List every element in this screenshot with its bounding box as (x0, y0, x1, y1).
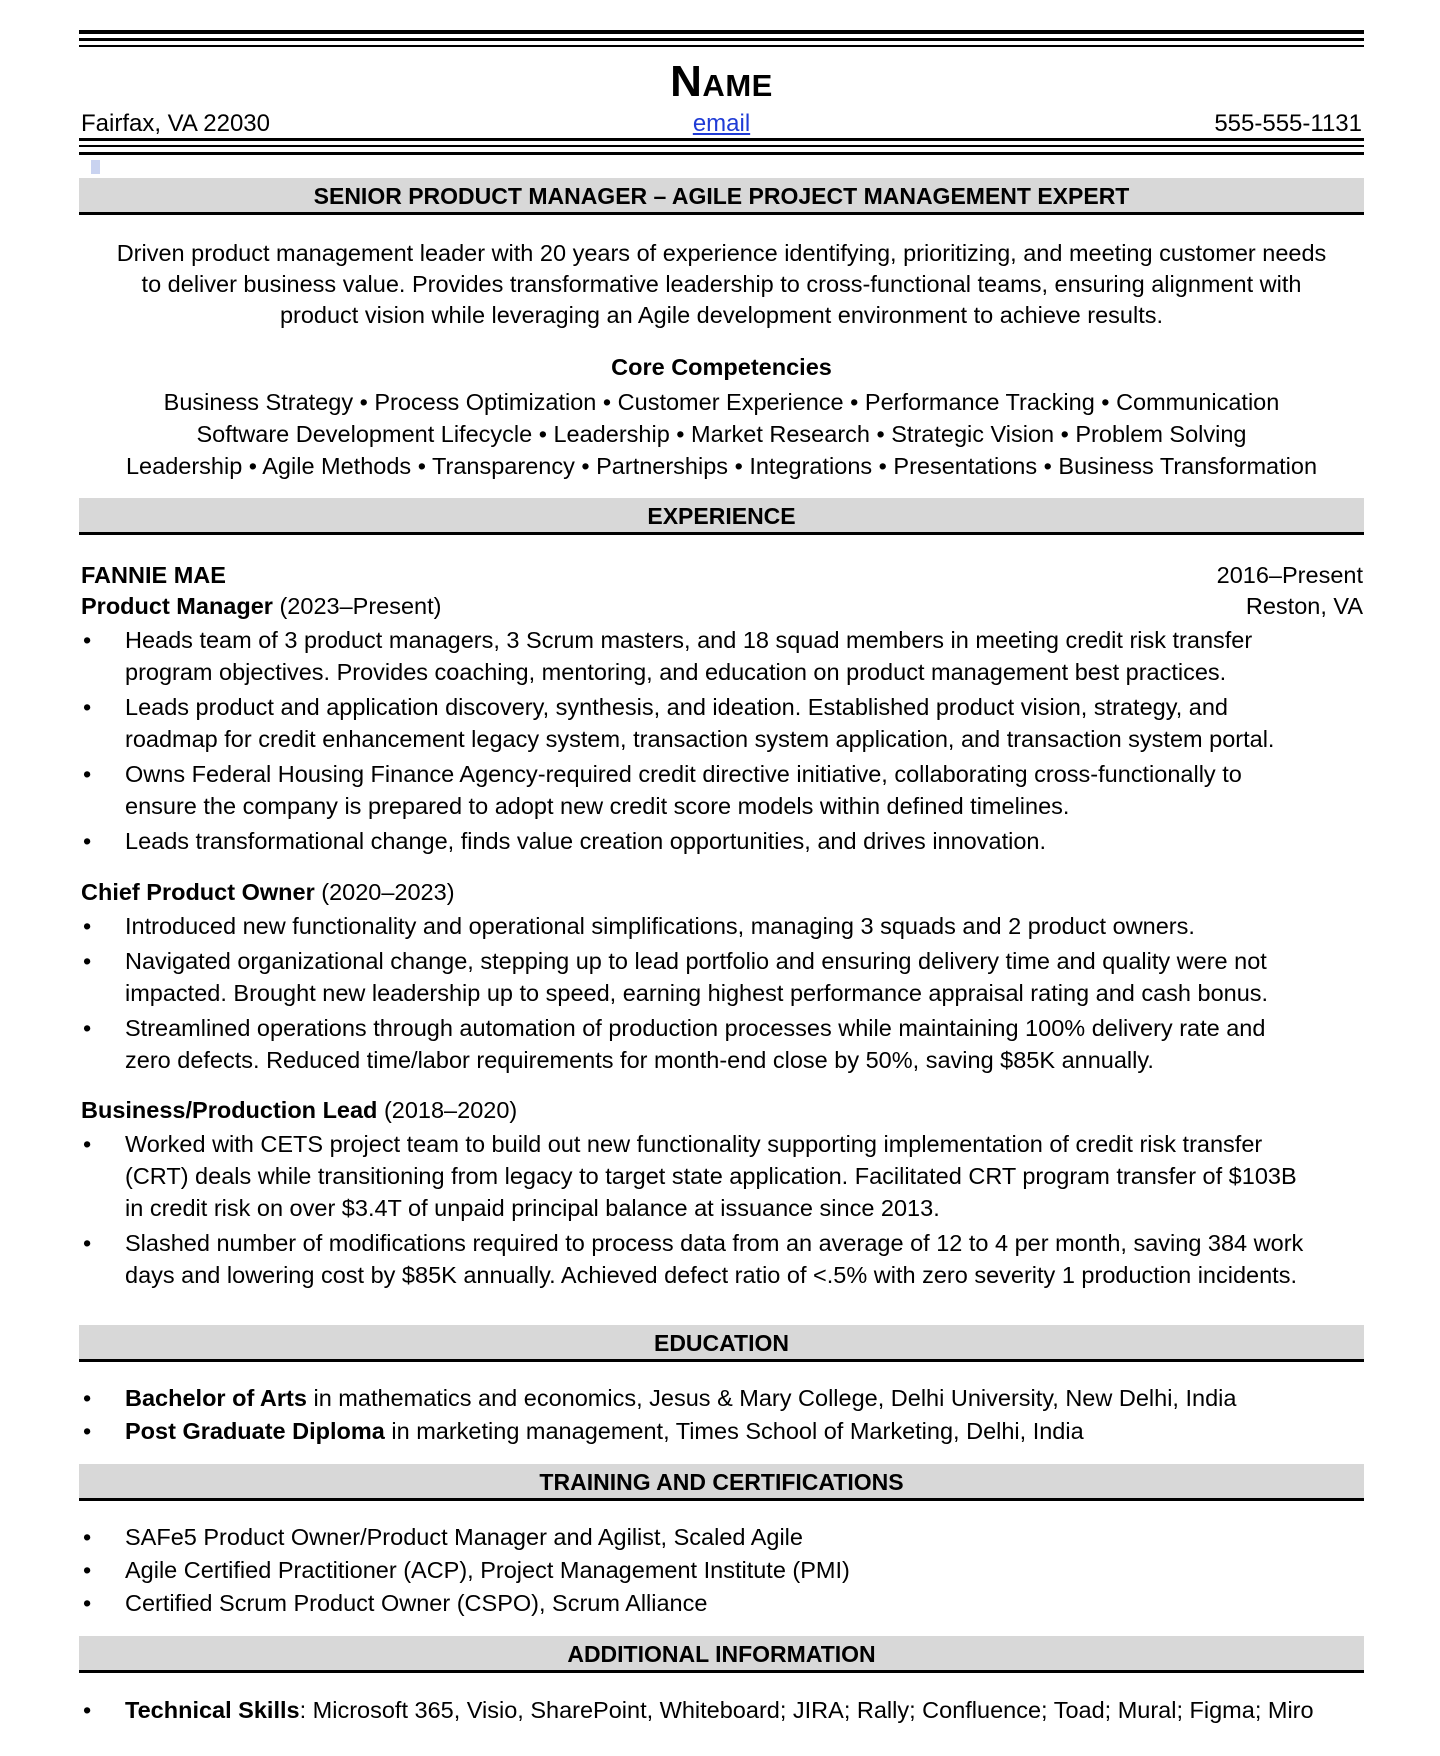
bullet-line: Worked with CETS project team to build out new functionality supporting implementation of credit risk transfer (125, 1131, 1263, 1157)
email-link[interactable]: email (692, 110, 751, 137)
competencies-list (79, 386, 1364, 482)
top-rule (79, 30, 1364, 47)
bullet-line: roadmap for credit enhancement legacy system, transaction system application, and transaction system portal. (125, 726, 1275, 752)
training-list (79, 1521, 1369, 1622)
role-title-line (81, 877, 455, 908)
certification: Agile Certified Practitioner (ACP), Project Management Institute (PMI) (125, 1557, 850, 1583)
bullet-icon: • (83, 1015, 92, 1041)
candidate-name: Name (670, 57, 773, 106)
bullet-icon: • (83, 1385, 92, 1411)
bullet-icon: • (83, 1230, 92, 1256)
bullet-line: Streamlined operations through automation of production processes while maintaining 100% delivery rate and (125, 1015, 1266, 1041)
degree-name: Post Graduate Diploma (125, 1418, 385, 1444)
list-item (79, 1521, 1369, 1553)
list-item (79, 1227, 1369, 1291)
list-item (79, 1128, 1369, 1224)
bullet-line: Owns Federal Housing Finance Agency-required credit directive initiative, collaborating cross-functionally to (125, 761, 1242, 787)
role-bullets (79, 1128, 1369, 1294)
list-item (79, 758, 1369, 822)
bullet-line: Navigated organizational change, stepping up to lead portfolio and ensuring delivery time and quality were not (125, 948, 1267, 974)
role-title-line (81, 591, 441, 622)
bullet-line: Heads team of 3 product managers, 3 Scrum masters, and 18 squad members in meeting credit risk transfer (125, 627, 1253, 653)
headline-band: SENIOR PRODUCT MANAGER – AGILE PROJECT MANAGEMENT EXPERT (79, 178, 1364, 215)
degree-details: in marketing management, Times School of Marketing, Delhi, India (384, 1418, 1084, 1444)
bullet-icon: • (83, 761, 92, 787)
bullet-icon: • (83, 627, 92, 653)
list-item (79, 1554, 1369, 1586)
phone: 555-555-1131 (1214, 110, 1362, 137)
list-item (79, 910, 1369, 942)
header-rule (79, 138, 1364, 155)
bullet-line: zero defects. Reduced time/labor requirements for month-end close by 50%, saving $85K annually. (125, 1047, 1154, 1073)
list-item (79, 691, 1369, 755)
company-location: Reston, VA (1245, 593, 1363, 619)
role-title-line (81, 1095, 517, 1126)
bullet-icon: • (83, 1131, 92, 1157)
bullet-icon: • (83, 1590, 92, 1616)
bullet-line: Slashed number of modifications required to process data from an average of 12 to 4 per month, saving 384 work (125, 1230, 1304, 1256)
bullet-icon: • (83, 1524, 92, 1550)
role-title: Business/Production Lead (81, 1097, 378, 1123)
additional-heading: ADDITIONAL INFORMATION (79, 1636, 1364, 1673)
list-item (79, 825, 1369, 857)
skills-list: : Microsoft 365, Visio, SharePoint, Whiteboard; JIRA; Rally; Confluence; Toad; Mural; Figma; Miro (299, 1697, 1314, 1723)
list-item (79, 1694, 1369, 1726)
competency-line: Business Strategy • Process Optimization • Customer Experience • Performance Tracking • Communication (163, 389, 1280, 415)
degree-name: Bachelor of Arts (125, 1385, 307, 1411)
list-item (79, 624, 1369, 688)
role-bullets (79, 624, 1369, 860)
list-item (79, 945, 1369, 1009)
summary-line: to deliver business value. Provides transformative leadership to cross-functional teams, ensuring alignment with (141, 271, 1302, 297)
list-item (79, 1012, 1369, 1076)
summary (79, 238, 1364, 331)
bullet-line: days and lowering cost by $85K annually. Achieved defect ratio of <.5% with zero severity 1 production incidents. (125, 1262, 1297, 1288)
bullet-line: ensure the company is prepared to adopt new credit score models within defined timelines. (125, 793, 1070, 819)
list-item (79, 1415, 1369, 1447)
competency-line: Leadership • Agile Methods • Transparency • Partnerships • Integrations • Presentations • Business Transformation (125, 453, 1318, 479)
summary-line: product vision while leveraging an Agile development environment to achieve results. (279, 302, 1164, 328)
bullet-line: Introduced new functionality and operational simplifications, managing 3 squads and 2 product owners. (125, 913, 1195, 939)
company-name: FANNIE MAE (81, 562, 226, 588)
bullet-line: (CRT) deals while transitioning from legacy to target state application. Facilitated CRT program transfer of $103B (125, 1163, 1297, 1189)
degree-details: in mathematics and economics, Jesus & Mary College, Delhi University, New Delhi, India (306, 1385, 1237, 1411)
certification: Certified Scrum Product Owner (CSPO), Scrum Alliance (125, 1590, 708, 1616)
role-dates: (2023–Present) (272, 593, 442, 619)
role-bullets (79, 910, 1369, 1079)
certification: SAFe5 Product Owner/Product Manager and Agilist, Scaled Agile (125, 1524, 803, 1550)
role-title: Product Manager (81, 593, 273, 619)
bullet-icon: • (83, 1418, 92, 1444)
contact-row (81, 108, 1362, 140)
skills-label: Technical Skills (125, 1697, 300, 1723)
bullet-line: Leads transformational change, finds value creation opportunities, and drives innovation. (125, 828, 1046, 854)
experience-heading: EXPERIENCE (79, 498, 1364, 535)
bullet-icon: • (83, 1557, 92, 1583)
summary-line: Driven product management leader with 20 years of experience identifying, prioritizing, and meeting customer needs (116, 240, 1327, 266)
list-item (79, 1587, 1369, 1619)
company-dates: 2016–Present (1216, 562, 1363, 588)
education-list (79, 1382, 1369, 1450)
location: Fairfax, VA 22030 (81, 110, 270, 137)
training-heading: TRAINING AND CERTIFICATIONS (79, 1464, 1364, 1501)
bullet-icon: • (83, 828, 92, 854)
bullet-line: impacted. Brought new leadership up to speed, earning highest performance appraisal rating and cash bonus. (125, 980, 1269, 1006)
bullet-icon: • (83, 948, 92, 974)
bullet-line: program objectives. Provides coaching, mentoring, and education on product management best practices. (125, 659, 1227, 685)
role-title: Chief Product Owner (81, 879, 315, 905)
additional-list (79, 1694, 1369, 1729)
role-dates: (2020–2023) (314, 879, 455, 905)
role-dates: (2018–2020) (377, 1097, 518, 1123)
bullet-line: Leads product and application discovery, synthesis, and ideation. Established product vision, strategy, and (125, 694, 1228, 720)
bullet-icon: • (83, 913, 92, 939)
bullet-icon: • (83, 694, 92, 720)
bullet-icon: • (83, 1697, 92, 1723)
competency-line: Software Development Lifecycle • Leadership • Market Research • Strategic Vision • Problem Solving (196, 421, 1247, 447)
bullet-line: in credit risk on over $3.4T of unpaid principal balance at issuance since 2013. (125, 1195, 940, 1221)
cursor-marker (91, 160, 100, 174)
competencies-title: Core Competencies (611, 354, 832, 380)
list-item (79, 1382, 1369, 1414)
education-heading: EDUCATION (79, 1325, 1364, 1362)
